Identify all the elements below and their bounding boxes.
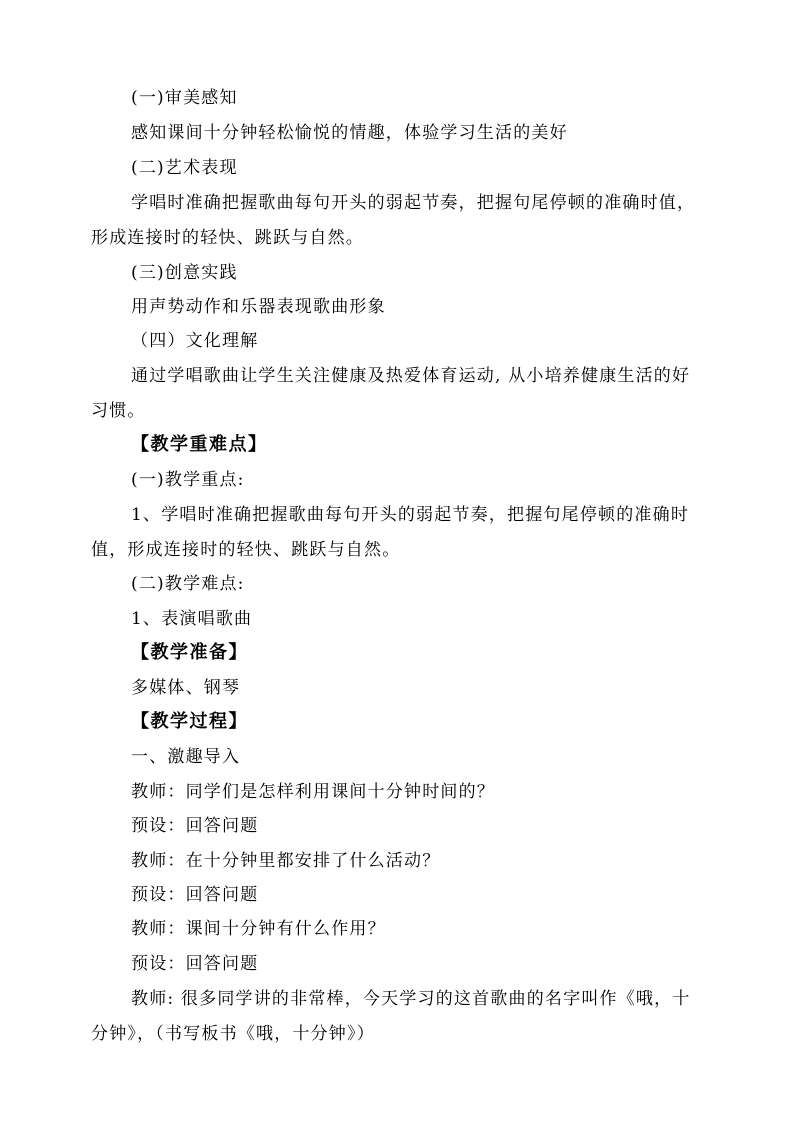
section-heading-cultural-understanding: （四）文化理解 [131, 331, 259, 351]
paragraph-line: 1、学唱时准确把握歌曲每句开头的弱起节奏，把握句尾停顿的准确时 [131, 505, 690, 525]
subheading-introduction: 一、激趣导入 [131, 747, 241, 767]
section-heading-artistic-expression: (二)艺术表现 [131, 158, 238, 178]
heading-key-difficult-points: 【教学重难点】 [131, 434, 268, 455]
section-heading-aesthetic-perception: (一)审美感知 [131, 88, 238, 108]
dialogue-line: 预设：回答问题 [131, 816, 259, 836]
heading-teaching-process: 【教学过程】 [131, 711, 248, 732]
paragraph-line: 1、表演唱歌曲 [131, 609, 253, 629]
paragraph-line: 形成连接时的轻快、跳跃与自然。 [91, 228, 364, 248]
paragraph-line: 用声势动作和乐器表现歌曲形象 [131, 297, 386, 317]
subheading-key-points: (一)教学重点: [131, 470, 245, 490]
dialogue-line: 教师：同学们是怎样利用课间十分钟时间的？ [131, 782, 495, 802]
paragraph-line: 多媒体、钢琴 [131, 678, 241, 698]
heading-teaching-preparation: 【教学准备】 [131, 642, 248, 663]
dialogue-line: 分钟》，（书写板书《哦，十分钟》） [91, 1024, 375, 1044]
paragraph-line: 值，形成连接时的轻快、跳跃与自然。 [91, 540, 401, 560]
paragraph-line: 感知课间十分钟轻松愉悦的情趣，体验学习生活的美好 [131, 123, 568, 143]
dialogue-line: 教师：在十分钟里都安排了什么活动？ [131, 851, 441, 871]
dialogue-line: 教师: 很多同学讲的非常棒，今天学习的这首歌曲的名字叫作《哦，十 [131, 989, 691, 1009]
dialogue-line: 预设：回答问题 [131, 885, 259, 905]
dialogue-line: 预设：回答问题 [131, 954, 259, 974]
dialogue-line: 教师：课间十分钟有什么作用？ [131, 919, 386, 939]
paragraph-line: 学唱时准确把握歌曲每句开头的弱起节奏，把握句尾停顿的准确时值， [131, 193, 696, 213]
paragraph-line: 通过学唱歌曲让学生关注健康及热爱体育运动, 从小培养健康生活的好 [131, 366, 691, 386]
subheading-difficult-points: (二)教学难点: [131, 574, 245, 594]
paragraph-line: 习惯。 [91, 401, 146, 421]
section-heading-creative-practice: (三)创意实践 [131, 263, 238, 283]
